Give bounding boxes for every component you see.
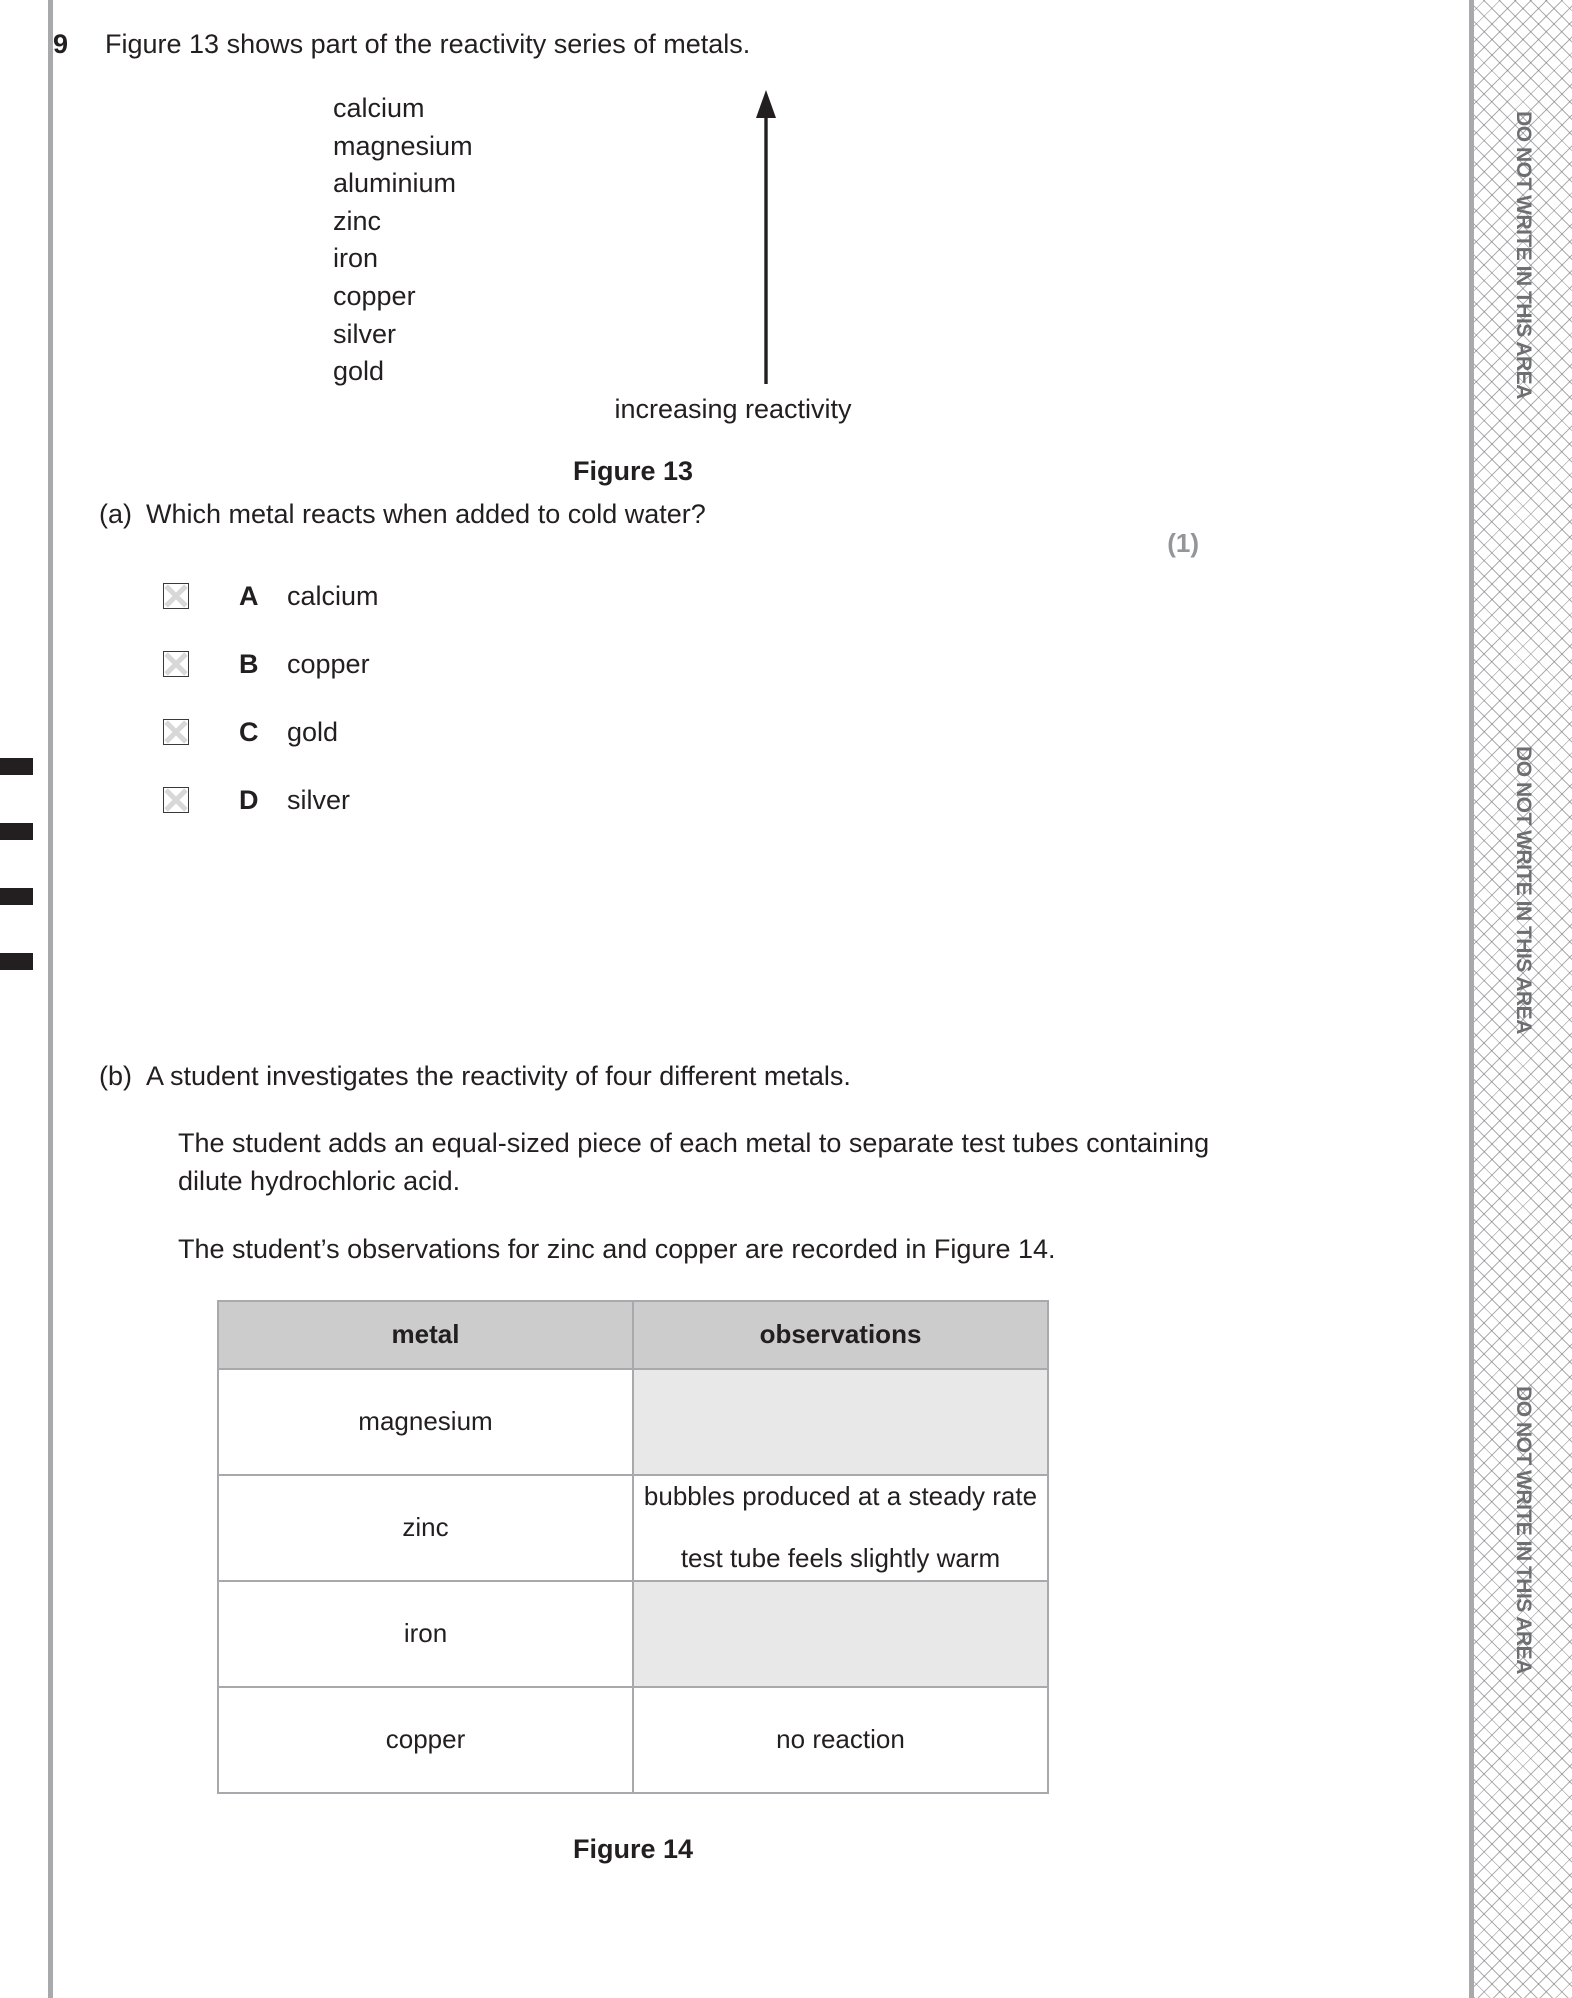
part-b-intro: A student investigates the reactivity of four different metals. — [146, 1061, 851, 1091]
observations-answer-cell[interactable] — [633, 1369, 1048, 1475]
answer-options — [53, 570, 379, 842]
list-item: aluminium — [333, 168, 457, 199]
part-b-reference: The student’s observations for zinc and copper are recorded in Figure 14. — [178, 1233, 1056, 1264]
table-row — [218, 1369, 1048, 1475]
part-a-question-text: Which metal reacts when added to cold water? — [146, 499, 706, 529]
option-label: gold — [287, 716, 339, 747]
column-header-metal: metal — [218, 1301, 633, 1369]
metal-name-cell: zinc — [218, 1475, 633, 1581]
figure-13-caption: Figure 13 — [572, 456, 694, 486]
observations-answer-cell[interactable] — [633, 1581, 1048, 1687]
checkbox-d[interactable] — [163, 787, 189, 813]
list-item: zinc — [333, 205, 382, 236]
part-a-label: (a) — [99, 499, 132, 529]
list-item: calcium — [333, 93, 425, 123]
observations-table — [217, 1300, 1049, 1794]
metal-name-cell: copper — [218, 1687, 633, 1793]
table-header-row — [218, 1301, 1048, 1369]
option-letter: A — [239, 580, 259, 611]
option-c[interactable] — [53, 706, 379, 758]
up-arrow-icon — [653, 84, 893, 394]
list-item: silver — [333, 318, 397, 349]
column-header-observations: observations — [633, 1301, 1048, 1369]
option-b[interactable] — [53, 638, 379, 690]
barcode-mark — [0, 823, 33, 840]
part-b — [53, 1060, 1469, 1268]
figure-14 — [53, 1300, 1213, 1865]
metal-name-cell: iron — [218, 1581, 633, 1687]
list-item: iron — [333, 243, 379, 274]
checkbox-a[interactable] — [163, 583, 189, 609]
figure-13 — [53, 84, 1213, 504]
arrow-label: increasing reactivity — [614, 394, 852, 424]
table-row — [218, 1475, 1048, 1581]
question-stem — [53, 28, 750, 60]
observations-cell — [633, 1475, 1048, 1581]
barcode-mark — [0, 953, 33, 970]
part-b-label: (b) — [99, 1061, 132, 1091]
observation-line: no reaction — [776, 1724, 905, 1755]
table-row — [218, 1687, 1048, 1793]
content-column — [53, 0, 1469, 1998]
option-label: calcium — [287, 580, 379, 611]
option-letter: C — [239, 716, 259, 747]
figure-14-caption: Figure 14 — [572, 1834, 694, 1864]
checkbox-c[interactable] — [163, 719, 189, 745]
marks-allocation: (1) — [1167, 528, 1199, 558]
do-not-write-label: DO NOT WRITE IN THIS AREA — [1512, 111, 1535, 399]
option-letter: D — [239, 784, 259, 815]
barcode-mark — [0, 888, 33, 905]
do-not-write-label: DO NOT WRITE IN THIS AREA — [1512, 746, 1535, 1034]
checkbox-b[interactable] — [163, 651, 189, 677]
metal-name-cell: magnesium — [218, 1369, 633, 1475]
part-a — [53, 498, 1469, 558]
option-a[interactable] — [53, 570, 379, 622]
option-label: silver — [287, 784, 351, 815]
question-stem-text: Figure 13 shows part of the reactivity series of metals. — [105, 29, 751, 59]
increasing-reactivity-arrow — [653, 84, 893, 394]
question-number: 9 — [53, 29, 69, 59]
observation-line: bubbles produced at a steady rate — [643, 1481, 1038, 1512]
observation-line: test tube feels slightly warm — [680, 1543, 1001, 1573]
list-item: gold — [333, 356, 385, 387]
do-not-write-label: DO NOT WRITE IN THIS AREA — [1512, 1386, 1535, 1674]
option-letter: B — [239, 648, 259, 679]
table-row — [218, 1581, 1048, 1687]
part-b-method: The student adds an equal-sized piece of each metal to separate test tubes containing dilute hydrochloric acid. — [178, 1127, 1210, 1196]
option-label: copper — [287, 648, 370, 679]
do-not-write-strip — [1474, 0, 1572, 1998]
list-item: copper — [333, 280, 416, 311]
option-d[interactable] — [53, 774, 379, 826]
reactivity-series-list — [333, 90, 613, 391]
list-item: magnesium — [333, 130, 473, 161]
barcode-mark — [0, 758, 33, 775]
observations-cell — [633, 1687, 1048, 1793]
